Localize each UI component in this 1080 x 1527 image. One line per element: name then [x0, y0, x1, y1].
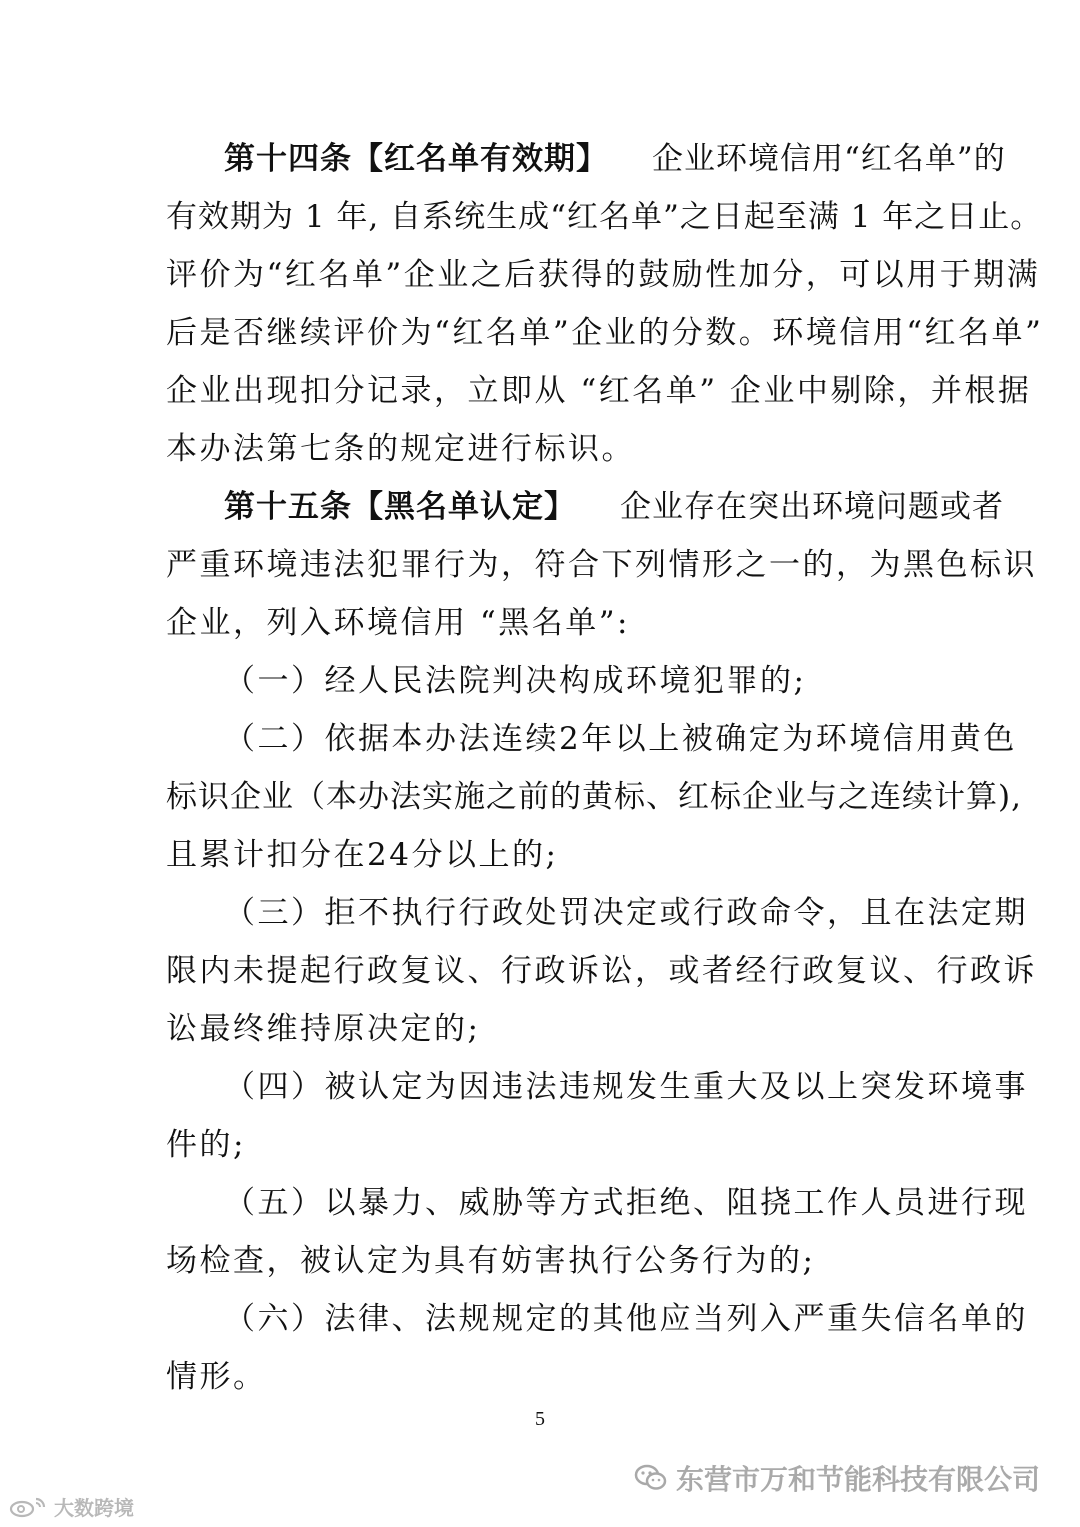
- clause-2-line-3: 且累计扣分在24分以上的;: [166, 837, 559, 873]
- article-14-line-1: 企业环境信用“红名单”的: [652, 141, 1006, 177]
- clause-3-line-3: 讼最终维持原决定的;: [166, 1011, 481, 1047]
- watermark-left: [8, 1492, 134, 1521]
- wechat-icon: [634, 1463, 668, 1493]
- watermark-company-name: 东营市万和节能科技有限公司: [675, 1463, 1040, 1496]
- article-15-line-2: 严重环境违法犯罪行为，符合下列情形之一的，为黑色标识: [166, 547, 1037, 583]
- clause-3-line-2: 限内未提起行政复议、行政诉讼，或者经行政复议、行政诉: [166, 953, 1037, 989]
- clause-2-line-1: （二）依据本办法连续2年以上被确定为环境信用黄色: [224, 721, 1017, 757]
- article-15-line-1: 企业存在突出环境问题或者: [620, 489, 1004, 525]
- clause-4-line-1: （四）被认定为因违法违规发生重大及以上突发环境事: [224, 1069, 1028, 1105]
- watermark-left-text: 大数跨境: [54, 1496, 134, 1520]
- article-14-line-4: 后是否继续评价为“红名单”企业的分数。环境信用“红名单”: [166, 315, 1044, 351]
- article-14-line-3: 评价为“红名单”企业之后获得的鼓励性加分，可以用于期满: [166, 257, 1041, 293]
- article-15-line-3: 企业，列入环境信用 “黑名单”:: [166, 605, 630, 641]
- clause-6-line-1: （六）法律、法规规定的其他应当列入严重失信名单的: [224, 1301, 1028, 1337]
- clause-2-line-2: 标识企业（本办法实施之前的黄标、红标企业与之连续计算),: [166, 779, 1022, 815]
- article-14-first-line: [166, 130, 1006, 188]
- clause-3-line-1: （三）拒不执行行政处罚决定或行政命令，且在法定期: [224, 895, 1028, 931]
- article-15-first-line: [166, 478, 1004, 536]
- clause-5-line-1: （五）以暴力、威胁等方式拒绝、阻挠工作人员进行现: [224, 1185, 1028, 1221]
- article-14-line-2: 有效期为 1 年, 自系统生成“红名单”之日起至满 1 年之日止。: [166, 199, 1043, 235]
- clause-4-line-2: 件的;: [166, 1127, 246, 1163]
- article-15-heading: 第十五条【黑名单认定】: [224, 489, 576, 525]
- article-14-line-5: 企业出现扣分记录，立即从 “红名单” 企业中剔除，并根据: [166, 373, 1032, 409]
- clause-5-line-2: 场检查，被认定为具有妨害执行公务行为的;: [166, 1243, 816, 1279]
- weibo-icon: [8, 1495, 48, 1519]
- clause-1-line-1: （一）经人民法院判决构成环境犯罪的;: [224, 663, 807, 699]
- clause-6-line-2: 情形。: [166, 1359, 267, 1395]
- article-14-line-6: 本办法第七条的规定进行标识。: [166, 431, 635, 467]
- page-number: 5: [535, 1408, 545, 1430]
- document-body: [166, 130, 1044, 1406]
- article-14-heading: 第十四条【红名单有效期】: [224, 141, 608, 177]
- watermark-company: [634, 1458, 1040, 1498]
